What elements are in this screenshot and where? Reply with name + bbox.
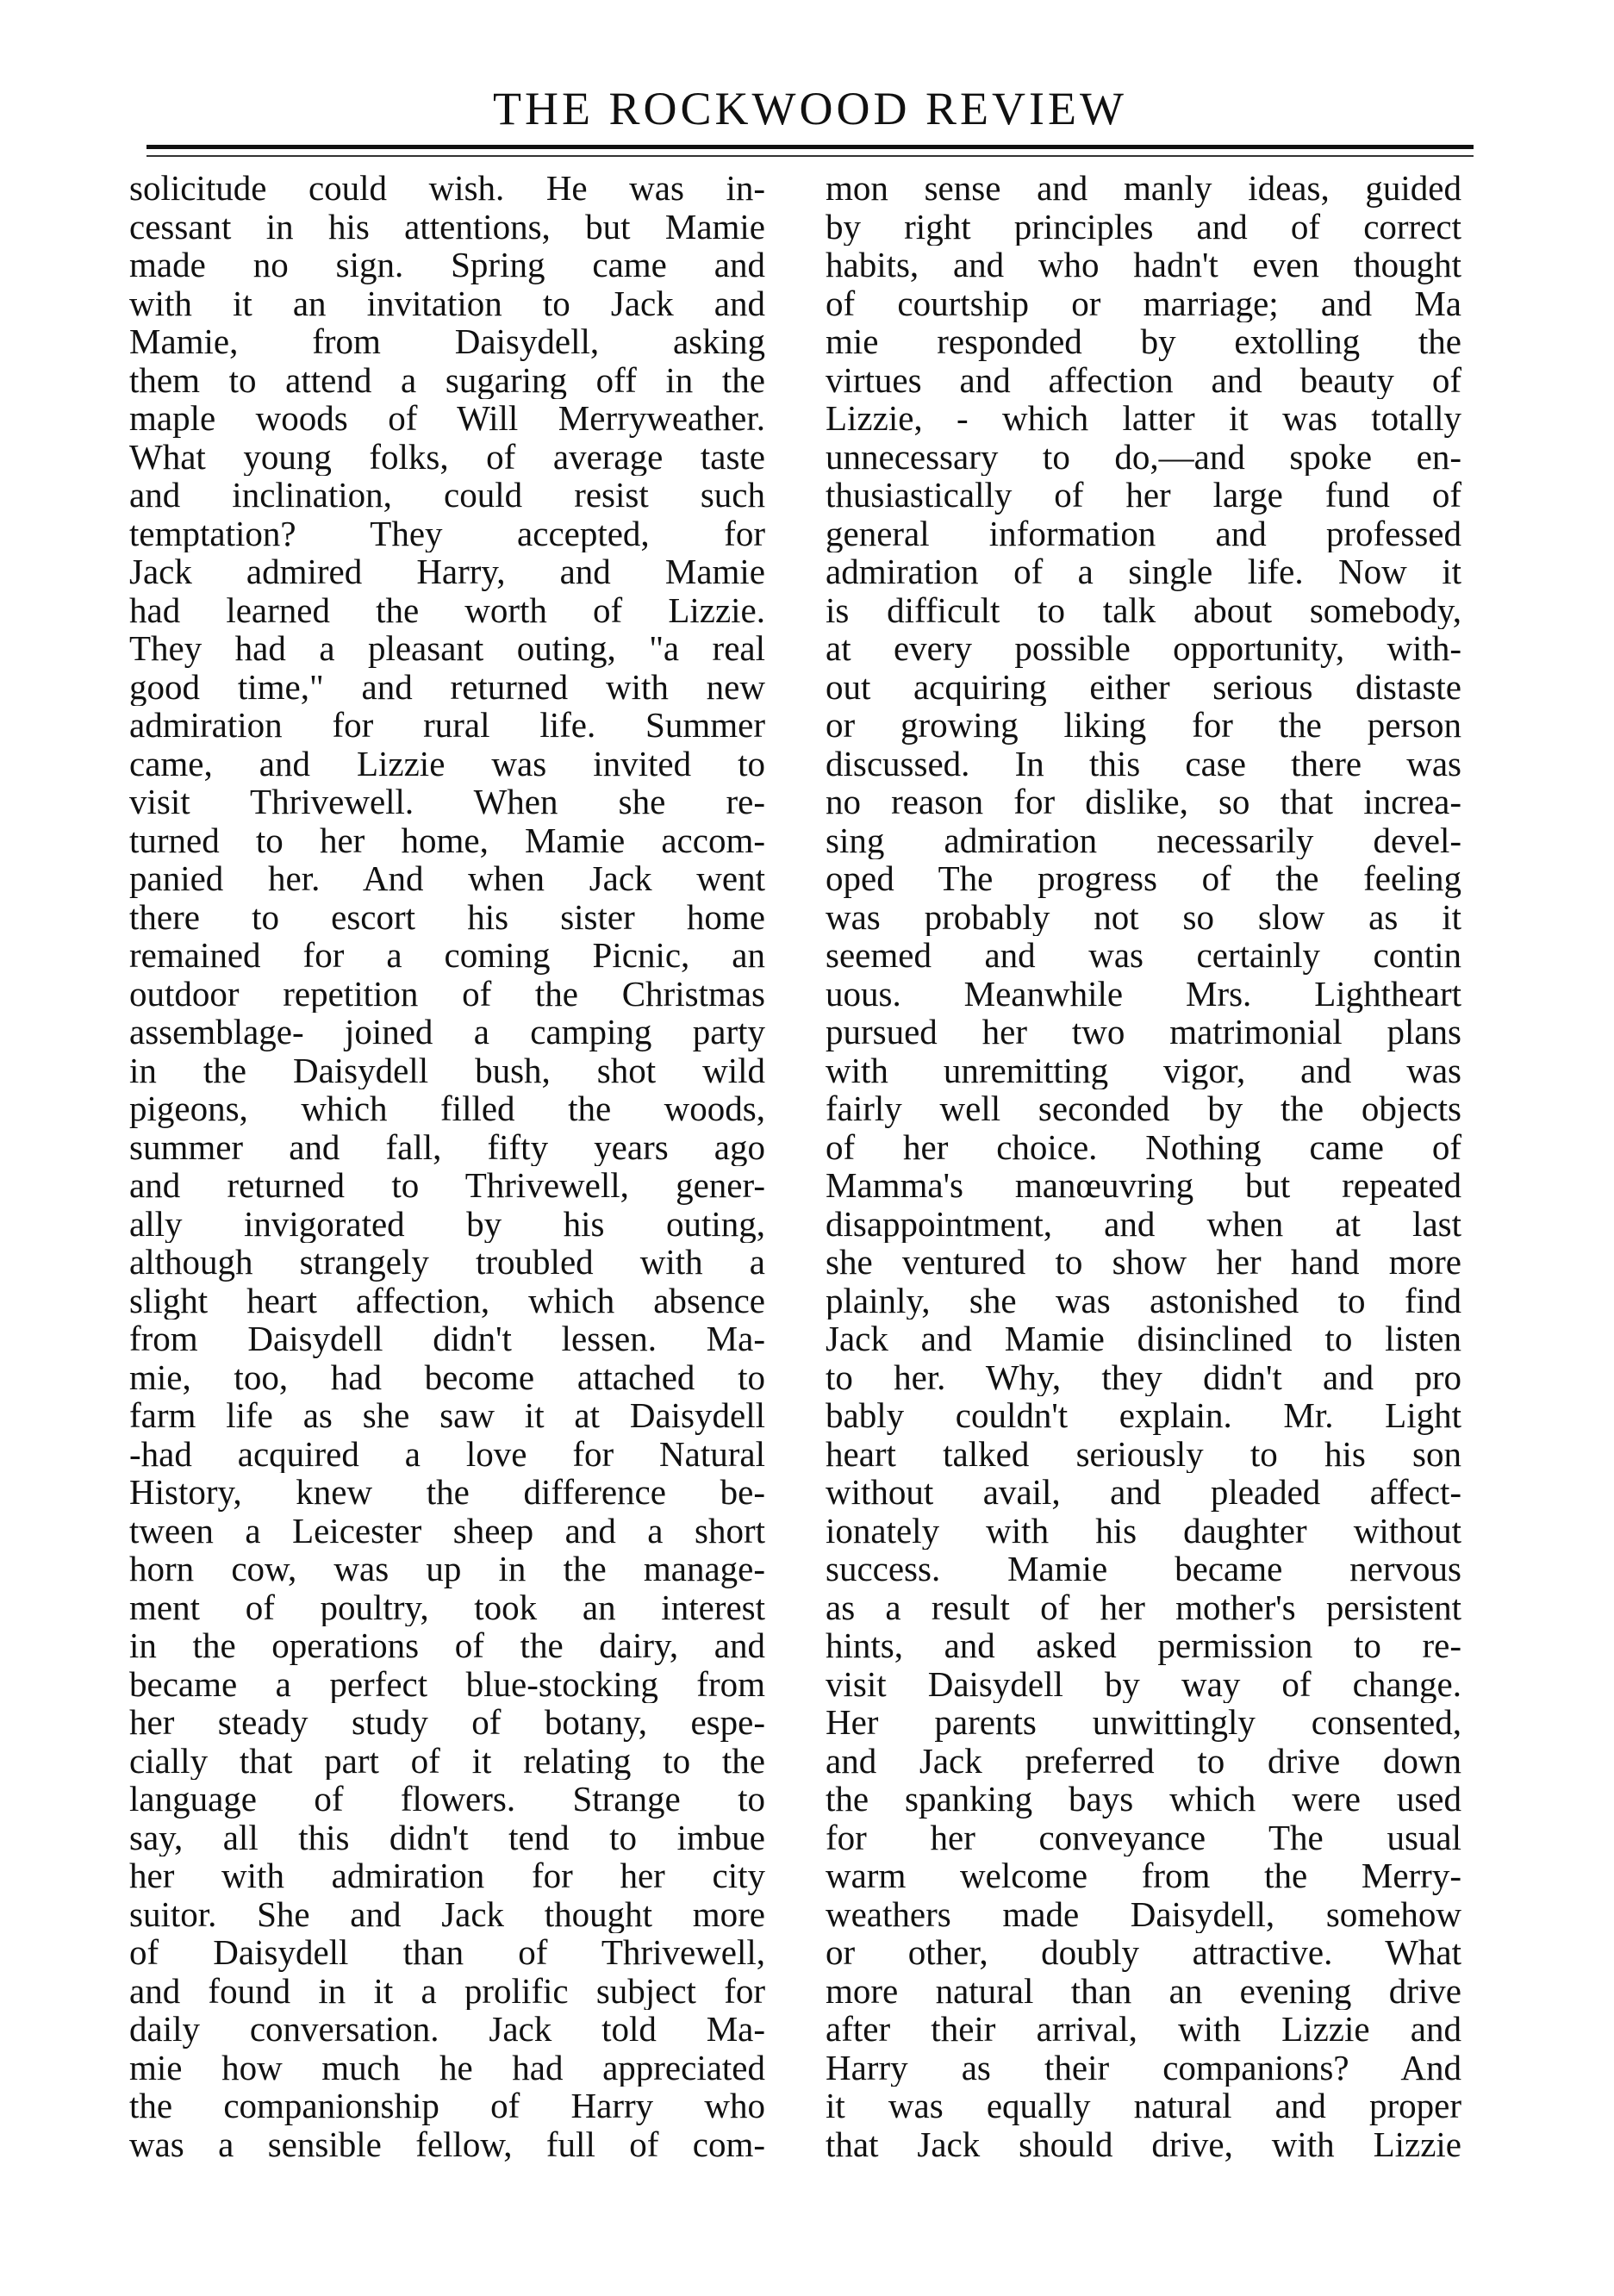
text-line: her with admiration for her city (129, 1856, 765, 1895)
text-line: slight heart affection, which absence (129, 1281, 765, 1320)
text-column-left (129, 169, 765, 2163)
text-line: sing admiration necessarily devel- (826, 820, 1461, 859)
text-line: mie how much he had appreciated (129, 2048, 765, 2087)
text-line: the companionship of Harry who (129, 2087, 765, 2125)
text-line: They had a pleasant outing, "a real (129, 629, 765, 668)
header-rule-light (146, 155, 1474, 157)
text-line: it was equally natural and proper (826, 2087, 1461, 2125)
text-line: from Daisydell didn't lessen. Ma- (129, 1320, 765, 1358)
text-line: fairly well seconded by the objects (826, 1089, 1461, 1128)
header-rule-heavy (146, 145, 1474, 149)
text-line: with unremitting vigor, and was (826, 1051, 1461, 1089)
text-line: or other, doubly attractive. What (826, 1933, 1461, 1972)
text-line: of her choice. Nothing came of (826, 1127, 1461, 1166)
text-line: horn cow, was up in the manage- (129, 1550, 765, 1588)
text-line: temptation? They accepted, for (129, 514, 765, 552)
text-line: Her parents unwittingly consented, (826, 1703, 1461, 1742)
text-line: and Jack preferred to drive down (826, 1741, 1461, 1780)
text-line: mie, too, had become attached to (129, 1357, 765, 1396)
text-line: disappointment, and when at last (826, 1204, 1461, 1243)
text-line: mon sense and manly ideas, guided (826, 169, 1461, 208)
text-line: Mamie, from Daisydell, asking (129, 322, 765, 361)
text-line: -had acquired a love for Natural (129, 1434, 765, 1473)
text-line: admiration for rural life. Summer (129, 706, 765, 745)
text-line: by right principles and of correct (826, 207, 1461, 246)
text-line: unnecessary to do,—and spoke en- (826, 437, 1461, 476)
text-line: Mamma's manœuvring but repeated (826, 1166, 1461, 1205)
text-line: or growing liking for the person (826, 706, 1461, 745)
text-line: good time," and returned with new (129, 667, 765, 706)
text-line: farm life as she saw it at Daisydell (129, 1396, 765, 1435)
text-line: came, and Lizzie was invited to (129, 744, 765, 783)
text-line: pigeons, which filled the woods, (129, 1089, 765, 1128)
text-line: and returned to Thrivewell, gener- (129, 1166, 765, 1205)
text-line: maple woods of Will Merryweather. (129, 399, 765, 438)
text-line: and inclination, could resist such (129, 476, 765, 515)
text-line: outdoor repetition of the Christmas (129, 974, 765, 1013)
text-line: oped The progress of the feeling (826, 859, 1461, 898)
text-line: as a result of her mother's persistent (826, 1588, 1461, 1626)
text-line: warm welcome from the Merry- (826, 1856, 1461, 1895)
text-line: she ventured to show her hand more (826, 1243, 1461, 1282)
text-line: What young folks, of average taste (129, 437, 765, 476)
text-line: of Daisydell than of Thrivewell, (129, 1933, 765, 1972)
text-line: heart talked seriously to his son (826, 1434, 1461, 1473)
text-line: without avail, and pleaded affect- (826, 1473, 1461, 1512)
text-line: thusiastically of her large fund of (826, 476, 1461, 515)
text-line: her steady study of botany, espe- (129, 1703, 765, 1742)
text-line: made no sign. Spring came and (129, 246, 765, 284)
text-line: discussed. In this case there was (826, 744, 1461, 783)
text-line: Lizzie, - which latter it was totally (826, 399, 1461, 438)
text-line: there to escort his sister home (129, 897, 765, 936)
text-line: turned to her home, Mamie accom- (129, 820, 765, 859)
text-line: cessant in his attentions, but Mamie (129, 207, 765, 246)
text-line: language of flowers. Strange to (129, 1780, 765, 1819)
text-line: was a sensible fellow, full of com- (129, 2124, 765, 2163)
text-line: mie responded by extolling the (826, 322, 1461, 361)
text-line: was probably not so slow as it (826, 897, 1461, 936)
text-line: uous. Meanwhile Mrs. Lightheart (826, 974, 1461, 1013)
text-line: habits, and who hadn't even thought (826, 246, 1461, 284)
text-line: general information and professed (826, 514, 1461, 552)
text-line: remained for a coming Picnic, an (129, 936, 765, 975)
text-line: Harry as their companions? And (826, 2048, 1461, 2087)
text-line: the spanking bays which were used (826, 1780, 1461, 1819)
text-line: visit Thrivewell. When she re- (129, 783, 765, 821)
text-line: no reason for dislike, so that increa- (826, 783, 1461, 821)
text-line: panied her. And when Jack went (129, 859, 765, 898)
text-line: out acquiring either serious distaste (826, 667, 1461, 706)
text-line: in the Daisydell bush, shot wild (129, 1051, 765, 1089)
text-line: tween a Leicester sheep and a short (129, 1511, 765, 1550)
text-line: more natural than an evening drive (826, 1971, 1461, 2010)
text-line: ment of poultry, took an interest (129, 1588, 765, 1626)
text-line: that Jack should drive, with Lizzie (826, 2124, 1461, 2163)
text-line: seemed and was certainly contin (826, 936, 1461, 975)
text-line: solicitude could wish. He was in- (129, 169, 765, 208)
text-line: with it an invitation to Jack and (129, 284, 765, 322)
text-line: ionately with his daughter without (826, 1511, 1461, 1550)
text-line: daily conversation. Jack told Ma- (129, 2010, 765, 2049)
text-line: them to attend a sugaring off in the (129, 360, 765, 399)
text-line: pursued her two matrimonial plans (826, 1013, 1461, 1051)
text-line: had learned the worth of Lizzie. (129, 590, 765, 629)
text-line: hints, and asked permission to re- (826, 1626, 1461, 1665)
text-line: Jack admired Harry, and Mamie (129, 552, 765, 591)
page-header: THE ROCKWOOD REVIEW (493, 83, 1127, 134)
text-line: History, knew the difference be- (129, 1473, 765, 1512)
text-line: cially that part of it relating to the (129, 1741, 765, 1780)
text-line: weathers made Daisydell, somehow (826, 1894, 1461, 1933)
text-line: and found in it a prolific subject for (129, 1971, 765, 2010)
text-line: after their arrival, with Lizzie and (826, 2010, 1461, 2049)
text-line: summer and fall, fifty years ago (129, 1127, 765, 1166)
text-line: assemblage- joined a camping party (129, 1013, 765, 1051)
text-line: say, all this didn't tend to imbue (129, 1818, 765, 1856)
text-line: virtues and affection and beauty of (826, 360, 1461, 399)
text-line: for her conveyance The usual (826, 1818, 1461, 1856)
text-line: Jack and Mamie disinclined to listen (826, 1320, 1461, 1358)
text-line: success. Mamie became nervous (826, 1550, 1461, 1588)
text-line: of courtship or marriage; and Ma (826, 284, 1461, 322)
text-line: is difficult to talk about somebody, (826, 590, 1461, 629)
text-line: plainly, she was astonished to find (826, 1281, 1461, 1320)
text-line: bably couldn't explain. Mr. Light (826, 1396, 1461, 1435)
text-column-right (826, 169, 1461, 2163)
text-line: visit Daisydell by way of change. (826, 1664, 1461, 1703)
text-line: became a perfect blue-stocking from (129, 1664, 765, 1703)
text-line: although strangely troubled with a (129, 1243, 765, 1282)
text-line: at every possible opportunity, with- (826, 629, 1461, 668)
text-line: ally invigorated by his outing, (129, 1204, 765, 1243)
text-line: in the operations of the dairy, and (129, 1626, 765, 1665)
text-line: suitor. She and Jack thought more (129, 1894, 765, 1933)
text-line: to her. Why, they didn't and pro (826, 1357, 1461, 1396)
text-line: admiration of a single life. Now it (826, 552, 1461, 591)
